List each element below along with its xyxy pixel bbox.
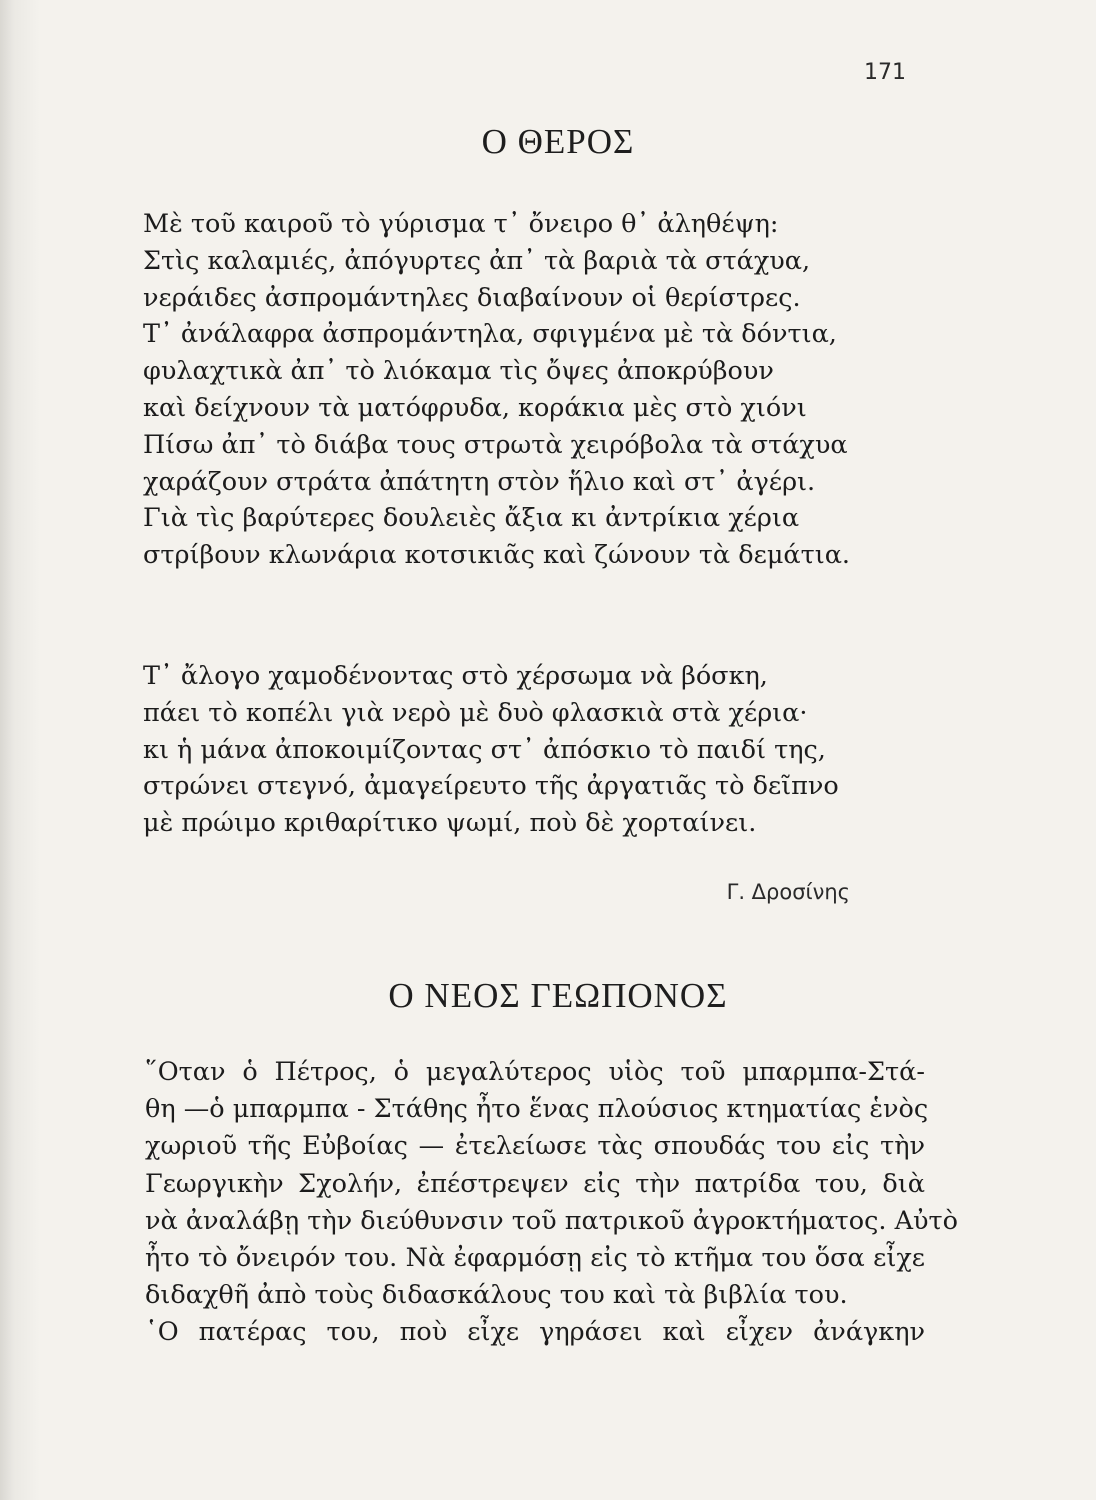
page-number: 171 xyxy=(864,60,906,85)
poem-line: καὶ δείχνουν τὰ ματόφρυδα, κοράκια μὲς στὸ χιόνι xyxy=(143,392,807,423)
poem-line: Πίσω ἀπ᾽ τὸ διάβα τους στρωτὰ χειρόβολα τὰ στάχυα xyxy=(143,429,848,460)
poem-line: φυλαχτικὰ ἀπ᾽ τὸ λιόκαμα τὶς ὄψες ἀποκρύβουν xyxy=(143,356,774,387)
story-line: χωριοῦ τῆς Εὐβοίας — ἐτελείωσε τὰς σπουδάς του εἰς τὴν xyxy=(145,1131,925,1162)
story-line: ῾Ο πατέρας του, ποὺ εἶχε γηράσει καὶ εἶχεν ἀνάγκην xyxy=(145,1317,925,1348)
story-line: διδαχθῆ ἀπὸ τοὺς διδασκάλους του καὶ τὰ βιβλία του. xyxy=(145,1280,848,1311)
story-line: ἦτο τὸ ὄνειρόν του. Νὰ ἐφαρμόσῃ εἰς τὸ κτῆμα του ὅσα εἶχε xyxy=(145,1243,925,1274)
poem-line: Τ᾽ ἄλογο χαμοδένοντας στὸ χέρσωμα νὰ βόσκη, xyxy=(143,661,768,691)
poem-line: κι ἡ μάνα ἀποκοιμίζοντας στ᾽ ἀπόσκιο τὸ παιδί της, xyxy=(143,734,826,765)
poem-line: στρώνει στεγνό, ἀμαγείρευτο τῆς ἀργατιᾶς τὸ δεῖπνο xyxy=(143,771,839,802)
poem-author: Γ. Δροσίνης xyxy=(726,880,850,904)
story-line: νὰ ἀναλάβῃ τὴν διεύθυνσιν τοῦ πατρικοῦ ἀγροκτήματος. Αὐτὸ xyxy=(145,1205,958,1236)
story-title: Ο ΝΕΟΣ ΓΕΩΠΟΝΟΣ xyxy=(388,976,728,1015)
story-line: θη —ὁ μπαρμπα - Στάθης ἦτο ἕνας πλούσιος κτηματίας ἑνὸς xyxy=(145,1094,929,1125)
poem-title: Ο ΘΕΡΟΣ xyxy=(481,122,635,161)
poem-line: Τ᾽ ἀνάλαφρα ἀσπρομάντηλα, σφιγμένα μὲ τὰ δόντια, xyxy=(143,319,837,350)
poem-line: μὲ πρώιμο κριθαρίτικο ψωμί, ποὺ δὲ χορταίνει. xyxy=(143,808,757,839)
poem-line: Μὲ τοῦ καιροῦ τὸ γύρισμα τ᾽ ὄνειρο θ᾽ ἀληθέψη: xyxy=(143,209,779,239)
poem-line: πάει τὸ κοπέλι γιὰ νερὸ μὲ δυὸ φλασκιὰ στὰ χέρια· xyxy=(143,697,808,728)
story-body xyxy=(145,1054,958,1352)
poem-line: Γιὰ τὶς βαρύτερες δουλειὲς ἄξια κι ἀντρίκια χέρια xyxy=(143,503,800,534)
poem-line: χαράζουν στράτα ἀπάτητη στὸν ἥλιο καὶ στ᾽ ἀγέρι. xyxy=(143,466,816,497)
story-line: ῞Οταν ὁ Πέτρος, ὁ μεγαλύτερος υἱὸς τοῦ μπαρμπα-Στά- xyxy=(145,1057,925,1087)
story-line: Γεωργικὴν Σχολήν, ἐπέστρεψεν εἰς τὴν πατρίδα του, διὰ xyxy=(145,1168,925,1199)
poem-stanza-2 xyxy=(143,658,943,842)
poem-line: στρίβουν κλωνάρια κοτσικιᾶς καὶ ζώνουν τὰ δεμάτια. xyxy=(143,540,851,571)
poem-stanza-1 xyxy=(143,206,943,574)
poem-line: Στὶς καλαμιές, ἀπόγυρτες ἀπ᾽ τὰ βαριὰ τὰ στάχυα, xyxy=(143,245,811,276)
poem-line: νεράιδες ἀσπρομάντηλες διαβαίνουν οἱ θερίστρες. xyxy=(143,282,801,313)
